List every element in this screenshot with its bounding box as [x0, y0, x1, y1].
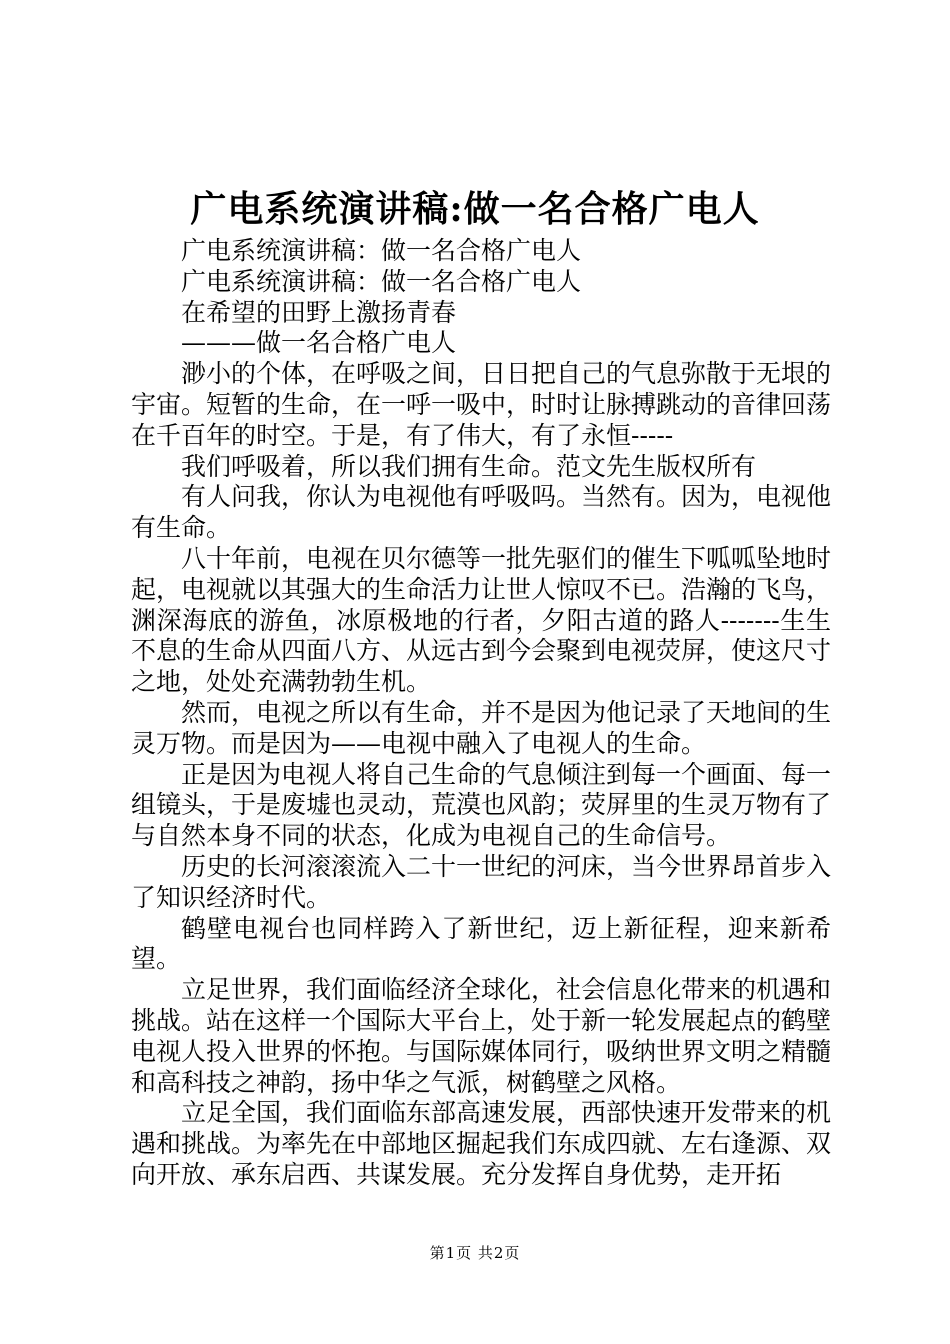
paragraph: ———做一名合格广电人: [181, 328, 457, 358]
paragraph: 在希望的田野上激扬青春: [181, 297, 457, 327]
document-title: 广电系统演讲稿:做一名合格广电人: [190, 188, 760, 230]
paragraph: 正是因为电视人将自己生命的气息倾注到每一个画面、每一组镜头，于是废墟也灵动，荒漠也风韵；荧屏里的生灵万物有了与自然本身不同的状态，化成为电视自己的生命信号。: [131, 759, 832, 851]
paragraph: 立足全国，我们面临东部高速发展，西部快速开发带来的机遇和挑战。为率先在中部地区掘起我们东成四就、左右逢源、双向开放、承东启西、共谋发展。充分发挥自身优势，走开拓: [131, 1098, 832, 1189]
paragraph: 然而，电视之所以有生命，并不是因为他记录了天地间的生灵万物。而是因为——电视中融入了电视人的生命。: [131, 697, 832, 758]
paragraph: 广电系统演讲稿：做一名合格广电人: [181, 266, 582, 296]
paragraph: 立足世界，我们面临经济全球化，社会信息化带来的机遇和挑战。站在这样一个国际大平台上，处于新一轮发展起点的鹤壁电视人投入世界的怀抱。与国际媒体同行，吸纳世界文明之精髓和高科技之神韵，扬中华之气派，树鹤壁之风格。: [131, 975, 832, 1097]
paragraph: 八十年前，电视在贝尔德等一批先驱们的催生下呱呱坠地时起，电视就以其强大的生命活力让世人惊叹不已。浩瀚的飞鸟，渊深海底的游鱼，冰原极地的行者，夕阳古道的路人-------生生不息的生命从四面八方、从远古到今会聚到电视荧屏，使这尺寸之地，处处充满勃勃生机。: [131, 543, 832, 697]
paragraph: 我们呼吸着，所以我们拥有生命。范文先生版权所有: [181, 451, 757, 481]
page-footer: 第1页 共2页: [429, 1244, 521, 1262]
document-body: [131, 236, 831, 1191]
paragraph: 渺小的个体，在呼吸之间，日日把自己的气息弥散于无垠的宇宙。短暂的生命，在一呼一吸中，时时让脉搏跳动的音律回荡在千百年的时空。于是，有了伟大，有了永恒-----: [131, 359, 832, 450]
paragraph: 广电系统演讲稿：做一名合格广电人: [181, 236, 582, 265]
paragraph: 鹤壁电视台也同样跨入了新世纪，迈上新征程，迎来新希望。: [131, 913, 831, 974]
paragraph: 有人问我，你认为电视他有呼吸吗。当然有。因为，电视他有生命。: [131, 482, 832, 543]
paragraph: 历史的长河滚滚流入二十一世纪的河床，当今世界昂首步入了知识经济时代。: [131, 851, 832, 912]
